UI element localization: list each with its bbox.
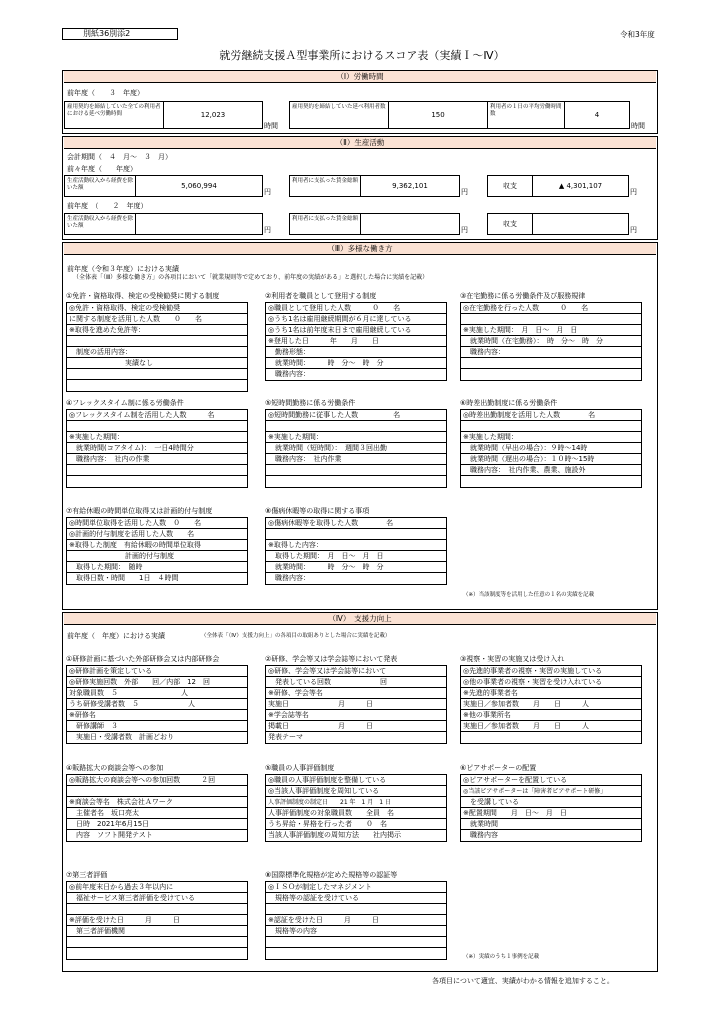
record-row: ◎他の事業者の視察・実習を受け入れている (461, 677, 641, 688)
record-row: 人事評価制度の対象職員数 全員 名 (266, 808, 446, 819)
record-row (67, 786, 247, 797)
record-row: 実施日 月 日 (266, 699, 446, 710)
income-value: 5,060,994 (135, 175, 263, 197)
section-title: （Ⅰ）労働時間 (64, 71, 656, 83)
record-row: ◎免許・資格取得、検定の受検勧奨 (67, 303, 247, 314)
record-row: 職務内容： 社内の作業 (67, 454, 247, 465)
record-row (461, 369, 641, 380)
record-row: 就業時間（遅出の場合）：１０時～15時 (461, 454, 641, 465)
total-users-label: 雇用契約を締結していた延べ利用者数 (289, 101, 389, 129)
record-block (265, 409, 447, 488)
record-block (66, 774, 248, 842)
unit-hours: 時間 (631, 122, 645, 130)
record-row: うち研修受講者数 ５ 人 (67, 699, 247, 710)
record-row: ◎前年度末日から過去３年以内に (67, 882, 247, 893)
record-row (266, 421, 446, 432)
record-row: 第三者評価機関 (67, 926, 247, 937)
record-row: 取得した期間： 月 日～ 月 日 (266, 551, 446, 562)
record-row: 職務内容： 社内作業、農業、施設外 (461, 465, 641, 476)
record-block (66, 517, 248, 585)
block-title: ⑧傷病休暇等の取得に関する事項 (265, 507, 370, 515)
intro-line2: （全体表「（Ⅲ）多様な働き方」の各項目において「就業規則等で定めており、前年度の実績がある」と選択した場合に実績を記載） (73, 274, 429, 281)
record-row: 福祉サービス第三者評価を受けている (67, 893, 247, 904)
balance-label: 収支 (487, 213, 533, 235)
avg-hours-value: 4 (564, 101, 630, 129)
section-title: （Ⅲ）多様な働き方 (64, 243, 656, 255)
record-row: ※研修名 (67, 710, 247, 721)
record-block (265, 665, 447, 744)
block-title: ⑤短時間勤務に係る労働条件 (265, 399, 356, 407)
record-row: ◎当該ピアサポーターは「障害者ピアサポート研修」 (461, 786, 641, 797)
record-row: 就業時間： 時 分～ 時 分 (266, 358, 446, 369)
record-row: ※取得した制度 有給休暇の時間単位取得 (67, 540, 247, 551)
record-row: 規格等の認証を受けている (266, 893, 446, 904)
record-row: 日時 2021年6月15日 (67, 819, 247, 830)
note: （※）当該制度等を活用した任意の１名の実績を記載 (463, 592, 595, 598)
balance-value: ▲ 4,301,107 (532, 175, 629, 197)
record-row: 職務内容： (461, 347, 641, 358)
balance-value (532, 213, 629, 235)
record-row (266, 476, 446, 487)
record-row (67, 476, 247, 487)
record-row: 実施日／参加者数 月 日 人 (461, 721, 641, 732)
record-row: ◎ＩＳＯが制定したマネジメント (266, 882, 446, 893)
total-hours-value: 12,023 (163, 101, 263, 129)
record-block (66, 881, 248, 960)
unit-hours: 時間 (264, 122, 278, 130)
record-row: 職務内容 (463, 831, 498, 839)
record-row: 掲載日 月 日 (266, 721, 446, 732)
intro-line1: 前年度（令和３年度）における実績 (67, 265, 179, 273)
record-row (266, 465, 446, 476)
record-row: ◎時差出勤制度を活用した人数 名 (461, 410, 641, 421)
income-label: 生産活動収入から経費を除いた額 (64, 175, 136, 197)
record-row: ◎在宅勤務を行った人数 ０ 名 (461, 303, 641, 314)
section-working-hours (62, 70, 658, 134)
section-title: （Ⅱ）生産活動 (64, 137, 656, 149)
yen: 円 (461, 226, 468, 234)
record-row: 職務内容： 社内作業 (266, 454, 446, 465)
wage-value: 9,362,101 (360, 175, 460, 197)
record-row: 実績なし (67, 358, 247, 369)
record-row (266, 948, 446, 959)
record-row: 規格等の内容 (266, 926, 446, 937)
record-row: ※先進的事業者名 (461, 688, 641, 699)
record-row (461, 421, 641, 432)
record-row (461, 314, 641, 325)
record-row: ※実施した期間： (461, 432, 641, 443)
record-row: 対象職員数 ５ 人 (67, 688, 247, 699)
record-row: ※取得した内容： (266, 540, 446, 551)
prev1-year-label: 前年度 （ ２ 年度） (67, 202, 148, 210)
record-row: ◎ピアサポーターを配置している (461, 775, 641, 786)
record-row (67, 948, 247, 959)
record-row: 当該人事評価制度の周知方法 社内掲示 (268, 831, 401, 839)
block-title: ⑤職員の人事評価制度 (265, 764, 335, 772)
record-row: ◎販路拡大の商談会等への参加回数 ２回 (67, 775, 247, 786)
record-row: ◎研修、学会等又は学会誌等において (266, 666, 446, 677)
avg-hours-label: 利用者の１日の平均労働時間数 (487, 101, 565, 129)
record-row (67, 904, 247, 915)
record-block (66, 665, 248, 744)
record-row: ※登用した日 年 月 日 (266, 336, 446, 347)
record-row (67, 937, 247, 948)
record-row: 勤務形態： (266, 347, 446, 358)
record-row: 取得日数・時間 1日 ４時間 (69, 574, 179, 582)
record-row: 発表している回数 回 (266, 677, 446, 688)
record-row: 取得した期間： 随時 (67, 562, 247, 573)
annex-label: 別紙36別添2 (62, 28, 178, 40)
record-row: ◎うち1名は前年度末日まで雇用継続している (266, 325, 446, 336)
record-row: 研修講師 ３ (67, 721, 247, 732)
record-row: 人事評価制度の制定日 21 年 1 月 1 日 (266, 797, 446, 808)
record-row: 就業時間： 時 分～ 時 分 (266, 562, 446, 573)
accounting-period: 会計期間（ ４ 月～ ３ 月） (67, 153, 172, 161)
yen: 円 (264, 188, 271, 196)
record-row: 実施日・受講者数 計画どおり (69, 733, 174, 741)
block-title: ⑥ピアサポーターの配置 (460, 764, 537, 772)
record-row: 内容 ソフト開発テスト (69, 831, 153, 839)
block-title: ④販路拡大の商談会等への参加 (66, 764, 164, 772)
wage-label: 利用者に支払った賃金総額 (289, 175, 361, 197)
yen: 円 (630, 188, 637, 196)
record-row: ◎研修実施回数 外部 回／内部 12 回 (67, 677, 247, 688)
record-block (460, 302, 642, 381)
balance-label: 収支 (487, 175, 533, 197)
yen: 円 (630, 226, 637, 234)
record-row: ◎時間単位取得を活用した人数 ０ 名 (67, 518, 247, 529)
yen: 円 (264, 226, 271, 234)
record-row: 就業時間（早出の場合）：９時～14時 (461, 443, 641, 454)
record-row: ※評価を受けた日 月 日 (67, 915, 247, 926)
record-row: ※他の事業所名 (461, 710, 641, 721)
record-row: ◎先進的事業者の視察・実習の実施している (461, 666, 641, 677)
record-row: ※取得を進めた免許等： (67, 325, 247, 336)
footer-note: 各項目について適宜、実績がわかる情報を追加すること。 (432, 977, 614, 985)
record-row: 発表テーマ (268, 733, 303, 741)
record-row: ◎うち1名は雇用継続期間が６月に達している (266, 314, 446, 325)
fiscal-year: 令和3年度 (620, 30, 655, 39)
record-row: ◎職員として登用した人数 ０ 名 (266, 303, 446, 314)
section-title: （Ⅳ） 支援力向上 (64, 613, 656, 625)
intro-line: 前年度（ 年度）における実績 (67, 632, 165, 640)
block-title: ④フレックスタイム制に係る労働条件 (66, 399, 184, 407)
prev2-year-label: 前々年度（ 年度） (67, 165, 137, 173)
record-row (67, 421, 247, 432)
record-row (266, 937, 446, 948)
record-row: 主催者名 坂口亮太 (67, 808, 247, 819)
record-row: 実施日／参加者数 月 日 人 (461, 699, 641, 710)
record-row: ◎当該人事評価制度を周知している (266, 786, 446, 797)
record-row: 職務内容： (268, 574, 310, 582)
record-row: に関する制度を活用した人数 ０ 名 (67, 314, 247, 325)
record-row: ※配置期間 月 日～ 月 日 (461, 808, 641, 819)
record-row: ※実施した期間： (266, 432, 446, 443)
record-block (66, 302, 248, 392)
total-users-value: 150 (388, 101, 488, 129)
block-title: ①免許・資格取得、検定の受検勧奨に関する制度 (66, 292, 220, 300)
block-title: ③在宅勤務に係る労働条件及び服務規律 (460, 292, 586, 300)
record-row: うち昇給・昇格を行った者 ０ 名 (266, 819, 446, 830)
record-row (461, 476, 641, 487)
record-row: 就業時間（在宅勤務）： 時 分～ 時 分 (461, 336, 641, 347)
record-row (67, 336, 247, 347)
income-label: 生産活動収入から経費を除いた額 (64, 213, 136, 235)
record-row: を受講している (461, 797, 641, 808)
record-row: ◎研修計画を策定している (67, 666, 247, 677)
page-title: 就労継続支援Ａ型事業所におけるスコア表（実績Ｉ～Ⅳ） (219, 49, 505, 62)
block-title: ③視察・実習の実施又は受け入れ (460, 655, 565, 663)
record-row: ◎計画的付与制度を活用した人数 名 (67, 529, 247, 540)
total-hours-label: 雇用契約を締結していた全ての利用者における延べ労働時間 (64, 101, 164, 129)
record-row: ※研修、学会等名 (266, 688, 446, 699)
record-row (461, 732, 641, 743)
record-block (265, 881, 447, 960)
block-title: ⑦第三者評価 (66, 871, 108, 879)
record-row: ※商談会等名 株式会社Ａワーク (67, 797, 247, 808)
record-row (67, 380, 247, 391)
record-block (460, 774, 642, 842)
prev-year-label: 前年度（ ３ 年度） (67, 89, 144, 97)
intro-sub: （全体表「（Ⅳ）支援力向上」の各項目の取組ありとした場合に実績を記載） (201, 633, 391, 639)
record-row: ◎傷病休暇等を取得した人数 名 (266, 518, 446, 529)
record-row (461, 358, 641, 369)
record-row: 就業時間(コアタイム)： 一日4時間分 (67, 443, 247, 454)
block-title: ②利用者を職員として登用する制度 (265, 292, 377, 300)
record-row: ※実施した期間： (67, 432, 247, 443)
record-row: 計画的付与制度 (67, 551, 247, 562)
record-row (266, 529, 446, 540)
record-block (460, 665, 642, 744)
record-row: 就業時間（短時間）： 週間３回出勤 (266, 443, 446, 454)
record-row: 制度の活用内容： (67, 347, 247, 358)
record-row: ◎職員の人事評価制度を整備している (266, 775, 446, 786)
section-production (62, 136, 658, 240)
yen: 円 (461, 188, 468, 196)
block-title: ①研修計画に基づいた外部研修会又は内部研修会 (66, 655, 220, 663)
record-block (66, 409, 248, 488)
record-row: ◎フレックスタイム制を活用した人数 名 (67, 410, 247, 421)
income-value (135, 213, 263, 235)
record-row (67, 465, 247, 476)
block-title: ⑥時差出勤制度に係る労働条件 (460, 399, 558, 407)
record-block (460, 409, 642, 488)
record-row: ※実施した期間： 月 日～ 月 日 (461, 325, 641, 336)
record-block (265, 517, 447, 585)
record-row: ※認証を受けた日 月 日 (266, 915, 446, 926)
block-title: ⑧国際標準化規格が定めた規格等の認証等 (265, 871, 398, 879)
record-row (266, 904, 446, 915)
record-row: ※学会誌等名 (266, 710, 446, 721)
wage-value (360, 213, 460, 235)
record-row: ◎短時間勤務に従事した人数 名 (266, 410, 446, 421)
block-title: ②研修、学会等又は学会誌等において発表 (265, 655, 398, 663)
block-title: ⑦有給休暇の時間単位取得又は計画的付与制度 (66, 507, 213, 515)
record-row (67, 369, 247, 380)
record-row: 職務内容： (268, 370, 310, 378)
record-block (265, 774, 447, 842)
record-block (265, 302, 447, 381)
note: （※）実績のうち１事例を記載 (463, 954, 540, 960)
wage-label: 利用者に支払った賃金総額 (289, 213, 361, 235)
record-row: 就業時間 (461, 819, 641, 830)
